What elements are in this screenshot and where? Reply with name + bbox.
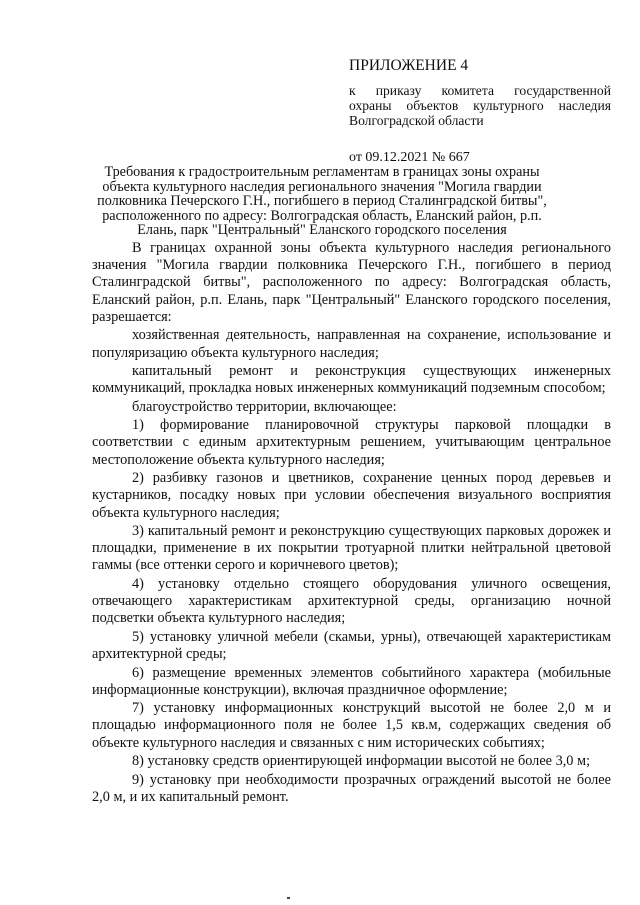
list-item-5: 5) установку уличной мебели (скамьи, урны), отвечающей характеристикам архитектурной среды; (92, 628, 611, 663)
list-item-3: 3) капитальный ремонт и реконструкцию существующих парковых дорожек и площадки, применение в их покрытии тротуарной плитки нейтральной цветовой гаммы (все оттенки серого и коричневого цветов); (92, 523, 611, 574)
document-body (92, 240, 611, 806)
page-mark (287, 897, 290, 899)
list-item-6: 6) размещение временных элементов событийного характера (мобильные информационные конструкции), включая праздничное оформление; (92, 664, 611, 698)
paragraph-improvement: благоустройство территории, включающее: (132, 398, 397, 415)
list-item-1: 1) формирование планировочной структуры парковой площадки в соответствии с единым архитектурным решением, учитывающим центральное местоположение объекта культурного наследия; (92, 417, 611, 468)
list-item-9: 9) установку при необходимости прозрачных ограждений высотой не более 2,0 м, и их капитальный ремонт. (92, 771, 611, 805)
paragraph-engineering-communications: капитальный ремонт и реконструкция существующих инженерных коммуникаций, прокладка новых инженерных коммуникаций подземным способом; (92, 363, 611, 397)
paragraph-intro: В границах охранной зоны объекта культурного наследия регионального значения "Могила гвардии полковника Печерского Г.Н., погибшего в период Сталинградской битвы", расположенного по адресу: Волгоградская область, Еланский район, р.п. Елань, парк "Центральный" Еланского городского поселения, разрешается: (92, 240, 611, 325)
appendix-line-order: к приказу комитета государственной (349, 83, 611, 98)
paragraph-economic-activity: хозяйственная деятельность, направленная на сохранение, использование и популяризацию объекта культурного наследия; (92, 327, 611, 361)
appendix-line-region: Волгоградской области (349, 113, 484, 128)
appendix-header (349, 58, 611, 165)
list-item-4: 4) установку отдельно стоящего оборудования уличного освещения, отвечающего характеристикам архитектурной среды, организацию ночной подсветки объекта культурного наследия; (92, 575, 611, 627)
list-item-2: 2) разбивку газонов и цветников, сохранение ценных пород деревьев и кустарников, посадку новых при условии обеспечения визуального восприятия объекта культурного наследия; (92, 470, 611, 521)
list-item-7: 7) установку информационных конструкций высотой не более 2,0 м и площадью информационного поля не более 1,5 кв.м, содержащих сведения об объекте культурного наследия и связанных с ним исторических событиях; (92, 700, 611, 751)
appendix-title: ПРИЛОЖЕНИЕ 4 (349, 57, 469, 74)
document-title: Требования к градостроительным регламентам в границах зоны охраны объекта культурного наследия регионального значения "Могила гвардии полковника Печерского Г.Н., погибшего в период Сталинградской битвы", расположенного по адресу: Волгоградская область, Еланский район, р.п. Елань, парк "Центральный" Еланского городского поселения (97, 164, 547, 239)
list-item-8: 8) установку средств ориентирующей информации высотой не более 3,0 м; (132, 753, 591, 770)
appendix-date: от 09.12.2021 № 667 (349, 150, 470, 165)
appendix-line-committee: охраны объектов культурного наследия (349, 98, 611, 113)
